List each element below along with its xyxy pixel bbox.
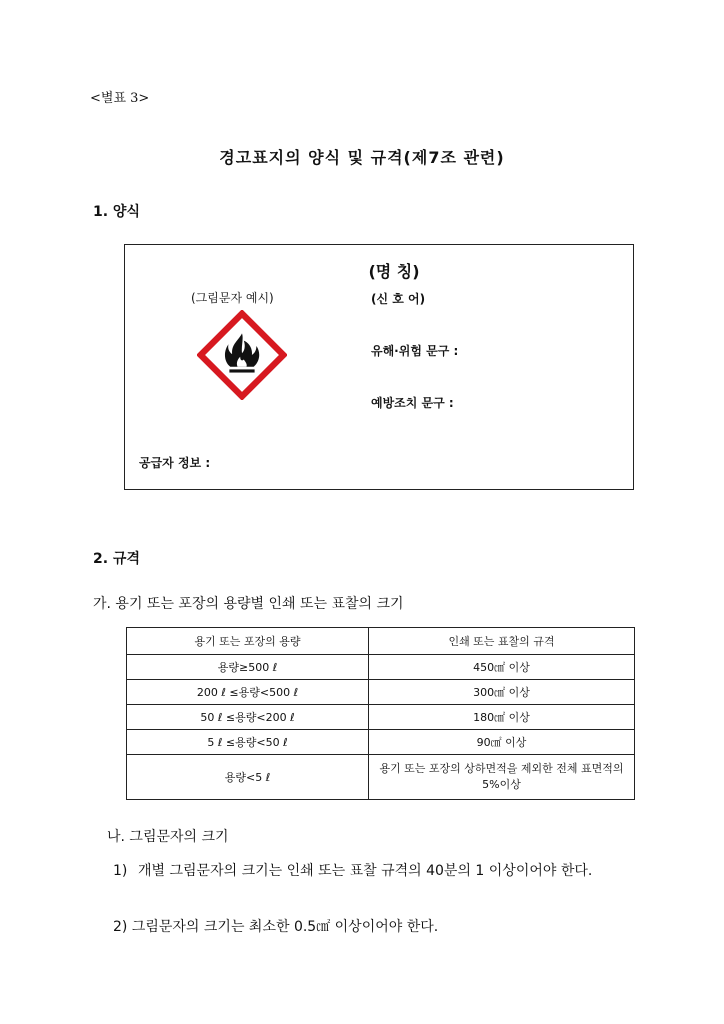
annex-label: <별표 3> <box>90 91 150 106</box>
table-cell: 300㎠ 이상 <box>369 680 635 705</box>
table-cell: 용량<5 ℓ <box>127 755 369 800</box>
table-row <box>127 680 635 705</box>
table-header-cell: 용기 또는 포장의 용량 <box>127 628 369 655</box>
hazard-statement-field: 유해·위험 문구 : <box>371 344 459 358</box>
table-cell: 용량≥500 ℓ <box>127 655 369 680</box>
product-name-field: (명 칭) <box>368 262 420 281</box>
table-cell: 450㎠ 이상 <box>369 655 635 680</box>
table-cell: 용기 또는 포장의 상하면적을 제외한 전체 표면적의 5%이상 <box>369 755 635 800</box>
table-cell: 180㎠ 이상 <box>369 705 635 730</box>
warning-label-template <box>124 244 634 490</box>
section-1-heading: 1. 양식 <box>93 204 140 220</box>
label-size-table <box>126 627 635 800</box>
list-item-number: 1) <box>113 863 128 879</box>
table-cell: 90㎠ 이상 <box>369 730 635 755</box>
list-item-number: 2) <box>113 919 128 935</box>
subsection-a-heading: 가. 용기 또는 포장의 용량별 인쇄 또는 표찰의 크기 <box>93 596 404 612</box>
table-row <box>127 730 635 755</box>
table-cell: 5 ℓ ≤용량<50 ℓ <box>127 730 369 755</box>
table-row <box>127 755 635 800</box>
table-row <box>127 705 635 730</box>
table-header-cell: 인쇄 또는 표찰의 규격 <box>369 628 635 655</box>
document-title: 경고표지의 양식 및 규격(제7조 관련) <box>219 148 505 167</box>
table-header-row <box>127 628 635 655</box>
precaution-statement-field: 예방조치 문구 : <box>371 396 454 410</box>
supplier-info-field: 공급자 정보 : <box>139 456 211 470</box>
list-item-text: 개별 그림문자의 크기는 인쇄 또는 표찰 규격의 40분의 1 이상이어야 한다. <box>138 863 593 879</box>
signal-word-field: (신 호 어) <box>371 292 426 306</box>
subsection-b-heading: 나. 그림문자의 크기 <box>107 829 229 845</box>
flame-pictogram-icon <box>197 310 287 400</box>
list-item-text: 그림문자의 크기는 최소한 0.5㎠ 이상이어야 한다. <box>131 919 439 935</box>
list-item <box>113 916 438 936</box>
table-row <box>127 655 635 680</box>
section-2-heading: 2. 규격 <box>93 551 140 567</box>
table-cell: 50 ℓ ≤용량<200 ℓ <box>127 705 369 730</box>
pictogram-caption: (그림문자 예시) <box>191 291 274 305</box>
table-cell: 200 ℓ ≤용량<500 ℓ <box>127 680 369 705</box>
list-item <box>113 858 635 884</box>
